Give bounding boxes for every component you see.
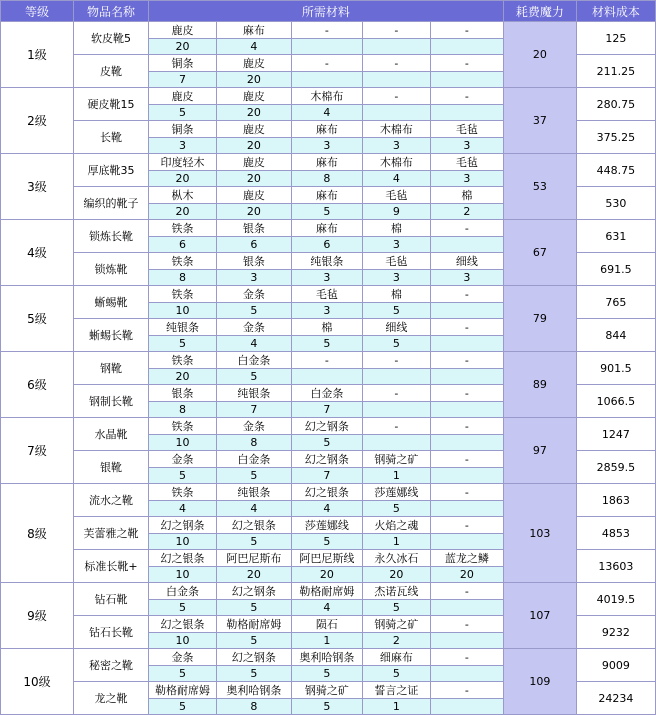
material-quantity [362,72,430,88]
material-name: 勒格耐席姆 [149,682,217,699]
material-quantity: 20 [149,171,217,187]
material-name: 纯银条 [149,319,217,336]
material-quantity: 8 [291,171,362,187]
material-name: - [430,583,503,600]
magic-cost: 109 [503,649,576,715]
material-name: 鹿皮 [149,88,217,105]
material-quantity: 4 [291,600,362,616]
material-quantity [430,369,503,385]
item-name: 龙之靴 [73,682,148,715]
material-cost: 901.5 [576,352,655,385]
item-name: 锁炼靴 [73,253,148,286]
item-material-row [1,220,656,237]
material-name: 莎莲娜线 [362,484,430,501]
level-cell: 8级 [1,484,74,583]
material-cost: 844 [576,319,655,352]
material-quantity: 3 [362,270,430,286]
material-quantity: 3 [362,138,430,154]
material-name: 木棉布 [362,154,430,171]
material-name: 幻之银条 [149,616,217,633]
material-name: 幻之银条 [149,550,217,567]
item-material-row [1,154,656,171]
material-name: 金条 [149,451,217,468]
material-name: 纯银条 [291,253,362,270]
item-name: 标准长靴+ [73,550,148,583]
material-cost: 375.25 [576,121,655,154]
material-quantity [362,435,430,451]
material-name: 细线 [362,319,430,336]
material-quantity [430,699,503,715]
material-quantity: 5 [362,501,430,517]
header-row [1,1,656,22]
level-cell: 1级 [1,22,74,88]
material-name: 铁条 [149,220,217,237]
material-cost: 4853 [576,517,655,550]
magic-cost: 20 [503,22,576,88]
material-name: 白金条 [216,352,291,369]
magic-cost: 89 [503,352,576,418]
material-name: - [430,286,503,303]
material-name: 麻布 [291,121,362,138]
material-name: 棉 [430,187,503,204]
material-quantity: 5 [149,336,217,352]
level-cell: 4级 [1,220,74,286]
material-quantity: 4 [291,105,362,121]
material-quantity: 5 [362,666,430,682]
material-cost: 1066.5 [576,385,655,418]
material-name: 勒格耐席姆 [216,616,291,633]
material-name: 毛毡 [362,253,430,270]
material-quantity: 8 [149,402,217,418]
material-name: 毛毡 [291,286,362,303]
material-quantity: 6 [216,237,291,253]
material-name: - [291,352,362,369]
magic-cost: 53 [503,154,576,220]
material-quantity: 20 [291,567,362,583]
item-name: 芙蕾雅之靴 [73,517,148,550]
item-name: 秘密之靴 [73,649,148,682]
material-name: - [362,55,430,72]
level-cell: 6级 [1,352,74,418]
material-quantity [430,402,503,418]
material-quantity: 5 [291,534,362,550]
material-name: - [430,682,503,699]
material-quantity [362,39,430,55]
material-quantity: 4 [291,501,362,517]
material-quantity: 6 [149,237,217,253]
material-cost: 448.75 [576,154,655,187]
item-name: 钻石靴 [73,583,148,616]
material-quantity: 7 [291,402,362,418]
material-name: 麻布 [216,22,291,39]
material-quantity [291,39,362,55]
header-materials: 所需材料 [149,1,504,22]
material-quantity: 5 [149,600,217,616]
material-name: 阿巴尼斯布 [216,550,291,567]
material-name: 杰诺瓦线 [362,583,430,600]
material-quantity: 3 [430,138,503,154]
material-quantity: 5 [291,336,362,352]
magic-cost: 97 [503,418,576,484]
material-name: 金条 [216,319,291,336]
material-cost: 9232 [576,616,655,649]
material-name: - [430,484,503,501]
material-name: 棉 [362,220,430,237]
material-name: 毛毡 [430,121,503,138]
material-cost: 211.25 [576,55,655,88]
material-quantity: 5 [291,204,362,220]
material-quantity: 5 [216,666,291,682]
material-quantity: 20 [216,171,291,187]
material-name: 铜条 [149,55,217,72]
material-quantity: 10 [149,633,217,649]
material-quantity: 20 [430,567,503,583]
material-name: 棉 [291,319,362,336]
material-name: 火焰之魂 [362,517,430,534]
material-quantity: 5 [362,303,430,319]
item-material-row [1,583,656,600]
material-quantity: 20 [362,567,430,583]
material-name: 阿巴尼斯线 [291,550,362,567]
item-name: 软皮靴5 [73,22,148,55]
item-name: 蜥蜴长靴 [73,319,148,352]
material-name: 幻之银条 [291,484,362,501]
item-name: 钻石长靴 [73,616,148,649]
material-name: 铁条 [149,286,217,303]
material-name: 木棉布 [291,88,362,105]
material-name: 鹿皮 [216,154,291,171]
material-name: 铁条 [149,253,217,270]
material-quantity: 5 [216,534,291,550]
material-quantity: 4 [149,501,217,517]
material-quantity: 10 [149,303,217,319]
material-quantity: 1 [291,633,362,649]
material-quantity: 5 [149,666,217,682]
material-quantity: 5 [291,435,362,451]
material-quantity: 4 [216,501,291,517]
material-name: 枞木 [149,187,217,204]
material-cost: 2859.5 [576,451,655,484]
material-quantity: 8 [149,270,217,286]
material-name: - [291,55,362,72]
item-material-row [1,352,656,369]
material-quantity: 10 [149,534,217,550]
material-name: 麻布 [291,220,362,237]
material-name: - [430,385,503,402]
material-name: 鹿皮 [216,187,291,204]
item-material-row [1,286,656,303]
material-quantity [430,633,503,649]
material-name: 铁条 [149,418,217,435]
material-quantity: 6 [291,237,362,253]
material-quantity: 5 [216,369,291,385]
item-name: 皮靴 [73,55,148,88]
level-cell: 7级 [1,418,74,484]
material-name: - [430,319,503,336]
item-name: 硬皮靴15 [73,88,148,121]
material-name: - [362,352,430,369]
item-material-row [1,88,656,105]
material-name: 白金条 [216,451,291,468]
material-name: 铜条 [149,121,217,138]
material-name: - [362,88,430,105]
material-quantity: 5 [149,468,217,484]
level-cell: 3级 [1,154,74,220]
material-quantity: 20 [216,72,291,88]
item-material-row [1,22,656,39]
item-name: 蜥蜴靴 [73,286,148,319]
material-name: - [430,352,503,369]
material-name: - [430,220,503,237]
item-name: 编织的靴子 [73,187,148,220]
material-name: - [430,649,503,666]
magic-cost: 107 [503,583,576,649]
material-quantity: 20 [149,39,217,55]
material-name: 白金条 [291,385,362,402]
material-name: 幻之钢条 [291,418,362,435]
material-name: 银条 [216,220,291,237]
material-quantity: 3 [362,237,430,253]
magic-cost: 67 [503,220,576,286]
header-level: 等级 [1,1,74,22]
item-name: 长靴 [73,121,148,154]
material-quantity: 3 [216,270,291,286]
material-name: 毛毡 [362,187,430,204]
item-material-row [1,418,656,435]
material-quantity: 20 [216,138,291,154]
material-name: 奥利哈钢条 [216,682,291,699]
material-quantity: 5 [362,336,430,352]
material-cost: 9009 [576,649,655,682]
material-name: 铁条 [149,484,217,501]
item-material-row [1,649,656,666]
material-cost: 765 [576,286,655,319]
material-name: 麻布 [291,154,362,171]
level-cell: 2级 [1,88,74,154]
material-quantity: 5 [291,699,362,715]
material-name: 幻之钢条 [149,517,217,534]
material-name: 银条 [149,385,217,402]
magic-cost: 37 [503,88,576,154]
material-name: 细线 [430,253,503,270]
item-name: 锁炼长靴 [73,220,148,253]
material-quantity [362,105,430,121]
material-name: 铁条 [149,352,217,369]
material-quantity: 4 [362,171,430,187]
item-name: 钢制长靴 [73,385,148,418]
magic-cost: 79 [503,286,576,352]
material-name: 勒格耐席姆 [291,583,362,600]
material-quantity: 5 [291,666,362,682]
material-name: 幻之钢条 [216,583,291,600]
material-quantity [430,435,503,451]
material-name: 蓝龙之鳞 [430,550,503,567]
item-name: 流水之靴 [73,484,148,517]
material-quantity [430,39,503,55]
material-quantity [430,237,503,253]
material-quantity: 4 [216,336,291,352]
material-quantity [430,666,503,682]
material-name: 棉 [362,286,430,303]
material-quantity [430,501,503,517]
material-quantity [430,336,503,352]
material-quantity [430,105,503,121]
material-name: - [291,22,362,39]
item-name: 钢靴 [73,352,148,385]
level-cell: 9级 [1,583,74,649]
material-quantity: 3 [291,303,362,319]
material-quantity: 20 [149,204,217,220]
material-quantity: 5 [216,633,291,649]
material-quantity: 5 [216,303,291,319]
material-quantity: 3 [291,138,362,154]
material-name: - [362,418,430,435]
material-name: 莎莲娜线 [291,517,362,534]
material-quantity [291,369,362,385]
material-name: 纯银条 [216,385,291,402]
material-name: 印度轻木 [149,154,217,171]
material-name: - [430,616,503,633]
material-quantity [362,402,430,418]
item-name: 银靴 [73,451,148,484]
material-quantity: 3 [430,270,503,286]
material-name: - [430,55,503,72]
material-name: 细麻布 [362,649,430,666]
material-name: 钢骑之矿 [362,616,430,633]
material-quantity: 5 [216,600,291,616]
material-cost: 125 [576,22,655,55]
material-name: 幻之钢条 [216,649,291,666]
material-name: - [430,22,503,39]
material-quantity: 3 [430,171,503,187]
material-quantity: 8 [216,699,291,715]
material-quantity: 8 [216,435,291,451]
material-quantity: 10 [149,567,217,583]
material-cost: 24234 [576,682,655,715]
material-quantity: 2 [362,633,430,649]
material-quantity: 5 [362,600,430,616]
material-name: - [362,22,430,39]
material-name: 钢骑之矿 [291,682,362,699]
material-name: 麻布 [291,187,362,204]
material-name: 鹿皮 [149,22,217,39]
material-quantity [362,369,430,385]
material-name: 鹿皮 [216,88,291,105]
material-name: - [362,385,430,402]
material-quantity: 2 [430,204,503,220]
material-quantity: 1 [362,534,430,550]
material-name: 钢骑之矿 [362,451,430,468]
material-quantity: 3 [291,270,362,286]
material-cost: 4019.5 [576,583,655,616]
material-quantity: 20 [216,105,291,121]
material-name: 誓言之证 [362,682,430,699]
header-magic-cost: 耗费魔力 [503,1,576,22]
material-quantity: 20 [216,204,291,220]
material-quantity [430,600,503,616]
material-name: 幻之钢条 [291,451,362,468]
material-name: - [430,88,503,105]
material-quantity [430,72,503,88]
material-name: 幻之银条 [216,517,291,534]
header-item-name: 物品名称 [73,1,148,22]
material-quantity: 7 [216,402,291,418]
material-cost: 691.5 [576,253,655,286]
item-name: 厚底靴35 [73,154,148,187]
material-name: - [430,418,503,435]
material-quantity [430,534,503,550]
material-quantity: 9 [362,204,430,220]
material-name: 奥利哈钢条 [291,649,362,666]
material-quantity: 20 [216,567,291,583]
material-cost: 13603 [576,550,655,583]
material-quantity: 1 [362,699,430,715]
material-cost: 280.75 [576,88,655,121]
material-cost: 1247 [576,418,655,451]
material-name: 银条 [216,253,291,270]
level-cell: 5级 [1,286,74,352]
material-quantity: 4 [216,39,291,55]
material-quantity [430,303,503,319]
material-name: 鹿皮 [216,55,291,72]
material-quantity: 1 [362,468,430,484]
material-name: - [430,517,503,534]
material-quantity: 20 [149,369,217,385]
material-quantity: 7 [149,72,217,88]
material-quantity [430,468,503,484]
magic-cost: 103 [503,484,576,583]
material-cost: 530 [576,187,655,220]
material-name: 陨石 [291,616,362,633]
material-quantity: 5 [216,468,291,484]
material-name: 金条 [216,418,291,435]
material-quantity: 7 [291,468,362,484]
material-quantity: 5 [149,105,217,121]
material-name: - [430,451,503,468]
material-name: 永久冰石 [362,550,430,567]
material-name: 金条 [216,286,291,303]
material-quantity: 10 [149,435,217,451]
item-material-row [1,484,656,501]
material-name: 金条 [149,649,217,666]
material-name: 纯银条 [216,484,291,501]
item-name: 水晶靴 [73,418,148,451]
material-name: 白金条 [149,583,217,600]
material-name: 木棉布 [362,121,430,138]
material-name: 鹿皮 [216,121,291,138]
material-cost: 1863 [576,484,655,517]
material-name: 毛毡 [430,154,503,171]
material-quantity [291,72,362,88]
material-cost: 631 [576,220,655,253]
level-cell: 10级 [1,649,74,715]
material-quantity: 3 [149,138,217,154]
header-material-cost: 材料成本 [576,1,655,22]
material-quantity: 5 [149,699,217,715]
